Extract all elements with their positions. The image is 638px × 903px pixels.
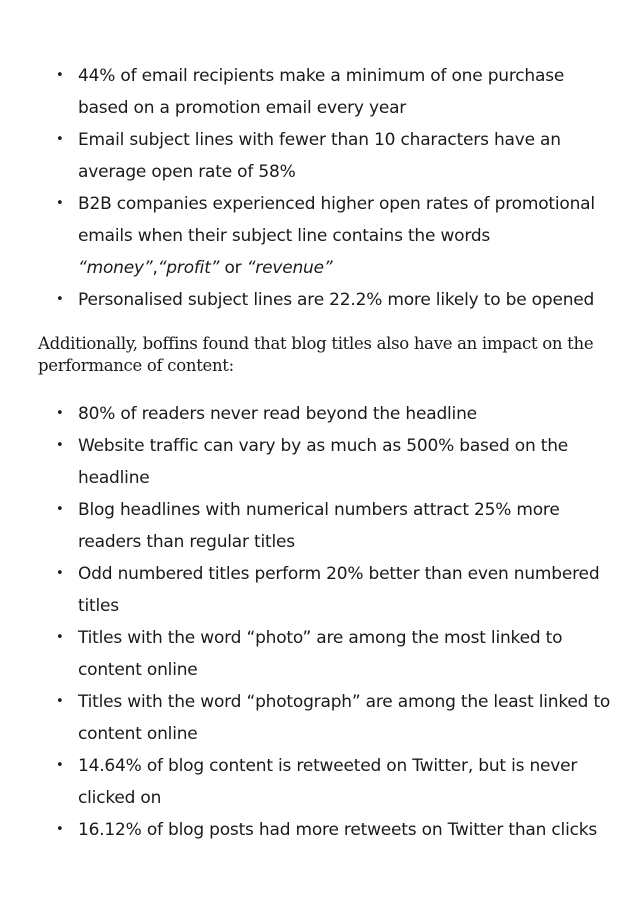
body-paragraph: Additionally, boffins found that blog titles also have an impact on the performance of content: <box>38 334 594 375</box>
bullet-icon: • <box>56 292 64 307</box>
list-item-text: 80% of readers never read beyond the headline <box>78 404 477 424</box>
word-or: or <box>219 258 247 278</box>
bullet-icon: • <box>56 630 64 645</box>
list-item-text: Website traffic can vary by as much as 500% based on the headline <box>78 436 569 488</box>
list-item <box>52 124 612 188</box>
list-item <box>52 750 612 814</box>
bullet-icon: • <box>56 438 64 453</box>
bullet-icon: • <box>56 196 64 211</box>
list-item-text: Personalised subject lines are 22.2% more likely to be opened <box>78 290 595 310</box>
bullet-icon: • <box>56 758 64 773</box>
list-item-text: Odd numbered titles perform 20% better than even numbered titles <box>78 564 600 616</box>
list-item-text: 14.64% of blog content is retweeted on Twitter, but is never clicked on <box>78 756 578 808</box>
list-item <box>52 494 612 558</box>
bullet-icon: • <box>56 566 64 581</box>
list-item-text: B2B companies experienced higher open rates of promotional emails when their subject line contains the words <box>78 194 595 246</box>
list-item <box>52 188 612 284</box>
list-item <box>52 558 612 622</box>
bullet-icon: • <box>56 406 64 421</box>
list-item-text: Titles with the word “photo” are among the most linked to content online <box>78 628 563 680</box>
list-item <box>52 686 612 750</box>
word-money: “money” <box>78 258 153 278</box>
word-separator: , <box>152 258 158 278</box>
email-stats-list <box>52 60 612 316</box>
list-item-text: 16.12% of blog posts had more retweets on Twitter than clicks <box>78 820 598 840</box>
list-item <box>52 430 612 494</box>
list-item-text: Blog headlines with numerical numbers attract 25% more readers than regular titles <box>78 500 560 552</box>
list-item <box>52 284 612 316</box>
bullet-icon: • <box>56 132 64 147</box>
list-item <box>52 622 612 686</box>
list-item-text: 44% of email recipients make a minimum of one purchase based on a promotion email every year <box>78 66 565 118</box>
word-revenue: “revenue” <box>246 258 333 278</box>
list-item <box>52 60 612 124</box>
bullet-icon: • <box>56 822 64 837</box>
blog-title-stats-list <box>52 398 612 846</box>
word-profit: “profit” <box>157 258 220 278</box>
list-item <box>52 814 612 846</box>
bullet-icon: • <box>56 68 64 83</box>
list-item <box>52 398 612 430</box>
bullet-icon: • <box>56 502 64 517</box>
list-item-text: Titles with the word “photograph” are among the least linked to content online <box>78 692 611 744</box>
list-item-text: Email subject lines with fewer than 10 characters have an average open rate of 58% <box>78 130 561 182</box>
bullet-icon: • <box>56 694 64 709</box>
